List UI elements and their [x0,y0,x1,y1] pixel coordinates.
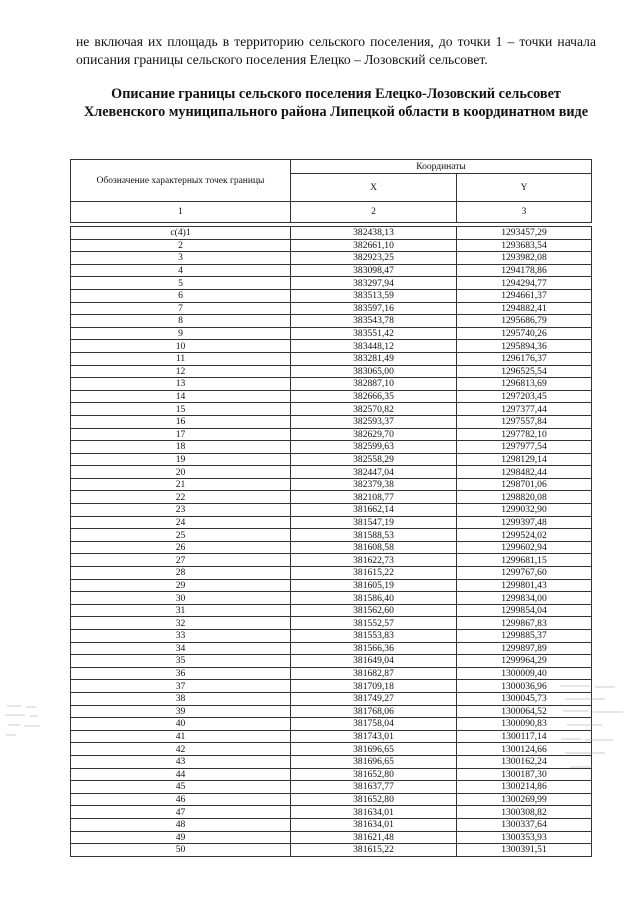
x-cell: 382558,29 [291,453,457,466]
x-cell: 381743,01 [291,730,457,743]
point-cell: 6 [71,289,291,302]
y-cell: 1299854,04 [457,604,592,617]
y-cell: 1300036,96 [457,680,592,693]
x-cell: 381649,04 [291,655,457,668]
x-cell: 381615,22 [291,567,457,580]
point-cell: 47 [71,806,291,819]
y-cell: 1295894,36 [457,340,592,353]
y-cell: 1300090,83 [457,718,592,731]
y-cell: 1299834,00 [457,592,592,605]
y-cell: 1300009,40 [457,667,592,680]
y-cell: 1299032,90 [457,504,592,517]
table-row [71,504,592,517]
table-row [71,441,592,454]
y-cell: 1293982,08 [457,252,592,265]
document-heading: Описание границы сельского поселения Елецко-Лозовский сельсовет Хлевенского муниципального района Липецкой области в координатном виде [83,86,588,120]
x-cell: 381634,01 [291,806,457,819]
table-row [71,680,592,693]
point-cell: 37 [71,680,291,693]
x-cell: 381768,06 [291,705,457,718]
point-cell: 17 [71,428,291,441]
y-cell: 1296176,37 [457,352,592,365]
y-cell: 1299801,43 [457,579,592,592]
x-cell: 382379,38 [291,478,457,491]
table-row [71,718,592,731]
x-cell: 381696,65 [291,755,457,768]
point-cell: 27 [71,554,291,567]
table-row [71,793,592,806]
point-cell: 39 [71,705,291,718]
y-cell: 1300391,51 [457,844,592,857]
point-cell: 5 [71,277,291,290]
table-row [71,592,592,605]
x-cell: 381615,22 [291,844,457,857]
point-cell: 10 [71,340,291,353]
x-cell: 383448,12 [291,340,457,353]
point-cell: 4 [71,264,291,277]
coordinates-table-header [70,159,592,223]
point-cell: 36 [71,667,291,680]
point-cell: 40 [71,718,291,731]
y-cell: 1298820,08 [457,491,592,504]
table-row [71,252,592,265]
table-row [71,844,592,857]
y-cell: 1300187,30 [457,768,592,781]
y-cell: 1294882,41 [457,302,592,315]
table-row [71,604,592,617]
faded-stamp-right [555,680,635,780]
y-cell: 1298482,44 [457,466,592,479]
x-cell: 381749,27 [291,692,457,705]
point-cell: 44 [71,768,291,781]
table-row [71,768,592,781]
y-cell: 1296813,69 [457,378,592,391]
point-cell: 29 [71,579,291,592]
point-cell: 41 [71,730,291,743]
header-x: X [291,174,457,202]
x-cell: 381652,80 [291,768,457,781]
coordinates-table-body [71,227,592,857]
point-cell: 49 [71,831,291,844]
table-row [71,516,592,529]
point-cell: 48 [71,818,291,831]
y-cell: 1299867,83 [457,617,592,630]
x-cell: 381682,87 [291,667,457,680]
x-cell: 381622,73 [291,554,457,567]
x-cell: 383065,00 [291,365,457,378]
table-row [71,352,592,365]
table-row [71,415,592,428]
x-cell: 381637,77 [291,781,457,794]
header-index-2: 2 [291,202,457,223]
x-cell: 383597,16 [291,302,457,315]
table-row [71,227,592,240]
y-cell: 1297977,54 [457,441,592,454]
x-cell: 382661,10 [291,239,457,252]
y-cell: 1300308,82 [457,806,592,819]
x-cell: 382570,82 [291,403,457,416]
table-row [71,554,592,567]
y-cell: 1299681,15 [457,554,592,567]
y-cell: 1294661,37 [457,289,592,302]
y-cell: 1295740,26 [457,327,592,340]
y-cell: 1300124,66 [457,743,592,756]
point-cell: 30 [71,592,291,605]
x-cell: 383543,78 [291,315,457,328]
table-row [71,818,592,831]
point-cell: 25 [71,529,291,542]
point-cell: 46 [71,793,291,806]
point-cell: 35 [71,655,291,668]
point-cell: 23 [71,504,291,517]
y-cell: 1293683,54 [457,239,592,252]
x-cell: 381662,14 [291,504,457,517]
table-row [71,453,592,466]
table-row [71,567,592,580]
x-cell: 381588,53 [291,529,457,542]
y-cell: 1299397,48 [457,516,592,529]
x-cell: 381566,36 [291,642,457,655]
point-cell: 11 [71,352,291,365]
table-row [71,403,592,416]
y-cell: 1298129,14 [457,453,592,466]
x-cell: 381552,57 [291,617,457,630]
x-cell: 382108,77 [291,491,457,504]
table-row [71,831,592,844]
point-cell: 8 [71,315,291,328]
table-row [71,667,592,680]
point-cell: 45 [71,781,291,794]
table-row [71,743,592,756]
y-cell: 1300045,73 [457,692,592,705]
point-cell: 19 [71,453,291,466]
intro-paragraph: не включая их площадь в территорию сельского поселения, до точки 1 – точки начала описания границы сельского поселения Елецко – Лозовский сельсовет. [76,34,596,67]
table-row [71,705,592,718]
coordinates-table [70,226,592,857]
point-cell: 31 [71,604,291,617]
y-cell: 1300064,52 [457,705,592,718]
point-cell: 22 [71,491,291,504]
header-index-3: 3 [457,202,592,223]
x-cell: 381605,19 [291,579,457,592]
point-cell: 3 [71,252,291,265]
table-row [71,617,592,630]
table-row [71,428,592,441]
header-coordinates: Координаты [291,160,592,174]
point-cell: 13 [71,378,291,391]
x-cell: 381553,83 [291,630,457,643]
y-cell: 1297782,10 [457,428,592,441]
x-cell: 381586,40 [291,592,457,605]
point-cell: 42 [71,743,291,756]
x-cell: 381696,65 [291,743,457,756]
x-cell: 381709,18 [291,680,457,693]
header-point-label: Обозначение характерных точек границы [71,160,291,202]
point-cell: 32 [71,617,291,630]
y-cell: 1299767,60 [457,567,592,580]
point-cell: 38 [71,692,291,705]
point-cell: 2 [71,239,291,252]
table-row [71,289,592,302]
point-cell: 24 [71,516,291,529]
y-cell: 1300117,14 [457,730,592,743]
point-cell: 15 [71,403,291,416]
point-cell: с(4)1 [71,227,291,240]
x-cell: 383513,59 [291,289,457,302]
y-cell: 1300337,64 [457,818,592,831]
table-row [71,239,592,252]
y-cell: 1297203,45 [457,390,592,403]
point-cell: 33 [71,630,291,643]
x-cell: 381547,19 [291,516,457,529]
x-cell: 382593,37 [291,415,457,428]
point-cell: 18 [71,441,291,454]
table-row [71,755,592,768]
header-y: Y [457,174,592,202]
point-cell: 34 [71,642,291,655]
table-row [71,529,592,542]
y-cell: 1294294,77 [457,277,592,290]
table-row [71,692,592,705]
y-cell: 1300353,93 [457,831,592,844]
y-cell: 1299524,02 [457,529,592,542]
table-row [71,302,592,315]
table-row [71,730,592,743]
x-cell: 382599,63 [291,441,457,454]
y-cell: 1300269,99 [457,793,592,806]
y-cell: 1293457,29 [457,227,592,240]
point-cell: 9 [71,327,291,340]
table-row [71,491,592,504]
point-cell: 28 [71,567,291,580]
y-cell: 1295686,79 [457,315,592,328]
table-row [71,655,592,668]
table-row [71,365,592,378]
x-cell: 383297,94 [291,277,457,290]
y-cell: 1299885,37 [457,630,592,643]
x-cell: 381634,01 [291,818,457,831]
table-row [71,327,592,340]
table-row [71,390,592,403]
table-row [71,642,592,655]
point-cell: 50 [71,844,291,857]
x-cell: 383551,42 [291,327,457,340]
table-row [71,466,592,479]
x-cell: 381652,80 [291,793,457,806]
table-row [71,378,592,391]
point-cell: 20 [71,466,291,479]
x-cell: 383098,47 [291,264,457,277]
header-index-1: 1 [71,202,291,223]
point-cell: 21 [71,478,291,491]
y-cell: 1297557,84 [457,415,592,428]
table-row [71,264,592,277]
table-row [71,541,592,554]
point-cell: 16 [71,415,291,428]
table-row [71,630,592,643]
table-row [71,315,592,328]
y-cell: 1296525,54 [457,365,592,378]
y-cell: 1294178,86 [457,264,592,277]
y-cell: 1300214,86 [457,781,592,794]
x-cell: 382887,10 [291,378,457,391]
y-cell: 1300162,24 [457,755,592,768]
y-cell: 1298701,06 [457,478,592,491]
faded-stamp-left [2,700,62,750]
x-cell: 382666,35 [291,390,457,403]
y-cell: 1297377,44 [457,403,592,416]
table-row [71,579,592,592]
x-cell: 383281,49 [291,352,457,365]
point-cell: 14 [71,390,291,403]
table-row [71,277,592,290]
table-row [71,478,592,491]
x-cell: 381621,48 [291,831,457,844]
x-cell: 382447,04 [291,466,457,479]
x-cell: 382438,13 [291,227,457,240]
y-cell: 1299602,94 [457,541,592,554]
point-cell: 7 [71,302,291,315]
point-cell: 43 [71,755,291,768]
y-cell: 1299964,29 [457,655,592,668]
table-row [71,806,592,819]
table-row [71,781,592,794]
y-cell: 1299897,89 [457,642,592,655]
x-cell: 381608,58 [291,541,457,554]
x-cell: 382629,70 [291,428,457,441]
point-cell: 12 [71,365,291,378]
point-cell: 26 [71,541,291,554]
x-cell: 381562,60 [291,604,457,617]
x-cell: 382923,25 [291,252,457,265]
x-cell: 381758,04 [291,718,457,731]
table-row [71,340,592,353]
